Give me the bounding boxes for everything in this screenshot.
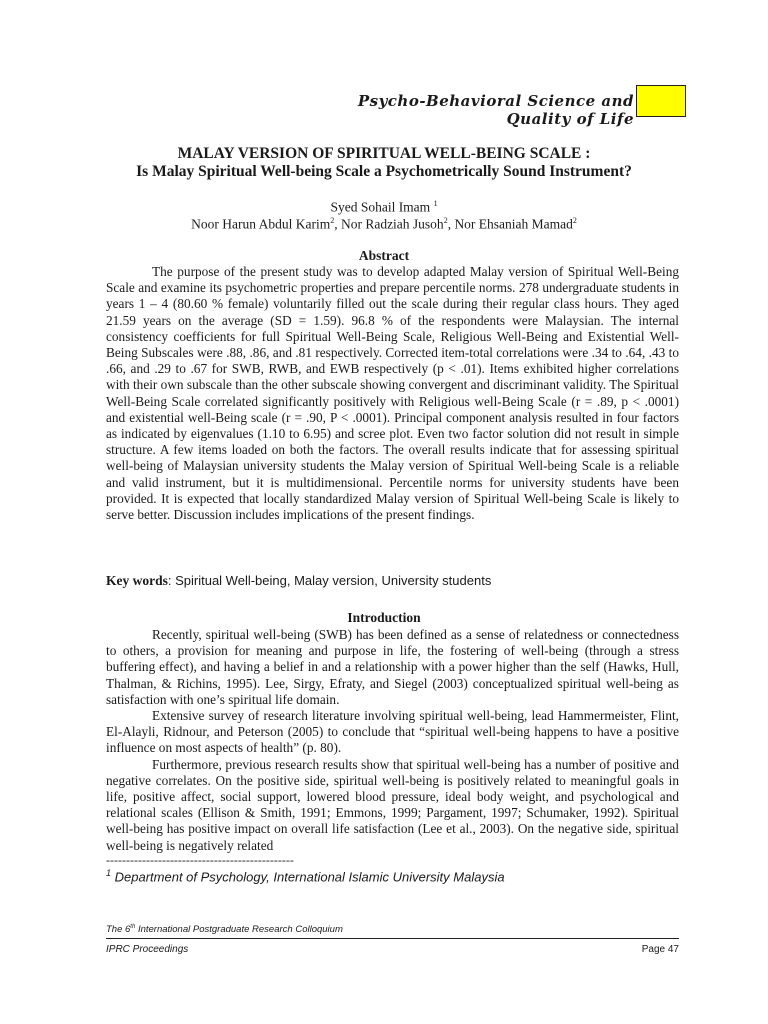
page-number: Page 47 — [641, 944, 679, 955]
abstract-text: The purpose of the present study was to develop adapted Malay version of Spiritual Well-Being Scale and examine its psychometric properties and prepare percentile norms. 278 undergraduate students in years 1 – 4 (80.60 % female) voluntarily filled out the scale during their regular class hours. They aged 21.59 years on the average (SD = 1.59). 96.8 % of the respondents were Malaysian. The internal consistency coefficients for full Spiritual Well-Being Scale, Religious Well-Being and Existential Well-Being Subscales were .88, .86, and .81 respectively. Corrected item-total correlations were .34 to .64, .43 to .66, and .29 to .67 for SWB, RWB, and EWB respectively (p < .01). Items exhibited higher correlations with their own subscale than the other subscale showing convergent and discriminant validity. The Spiritual Well-Being Scale correlated significantly positively with Religious well-Being Scale (r = .89, p < .0001) and existential well-Being scale (r = .90, P < .0001). Principal component analysis resulted in four factors as indicated by eigenvalues (1.10 to 6.95) and scree plot. Even two factor solution did not result in simple structure. A few items loaded on both the factors. The overall results indicate that for assessing spiritual well-being of Malaysian university students the Malay version of Spiritual Well-being Scale is a reliable and valid instrument, but it is multidimensional. Percentile norms for university students have been provided. It is expected that locally standardized Malay version of Spiritual Well-being Scale is likely to serve better. Discussion includes implications of the present findings. — [106, 264, 679, 523]
intro-paragraph: Furthermore, previous research results show that spiritual well-being has a number of positive and negative correlates. On the positive side, spiritual well-being is positively related to meaningful goals in life, positive affect, social support, lowered blood pressure, ideal body weight, and psychological and relational scales (Ellison & Smith, 1991; Emmons, 1999; Pargament, 1997; Schumaker, 1992). Spiritual well-being has positive impact on overall life satisfaction (Lee et al., 2003). On the negative side, spiritual well-being is negatively related — [106, 756, 679, 853]
author-name: , Nor Radziah Jusoh — [334, 216, 444, 232]
footnote-rule: ----------------------------------------------- — [106, 853, 294, 867]
footer-divider — [106, 938, 679, 939]
author-affiliation-mark: 2 — [572, 216, 577, 225]
keywords-value: : Spiritual Well-being, Malay version, University students — [167, 573, 492, 588]
journal-title: Psycho-Behavioral Science and Quality of Life — [357, 92, 634, 128]
footer-conference-sup: th — [130, 924, 136, 930]
intro-paragraph: Recently, spiritual well-being (SWB) has been defined as a sense of relatedness or connectedness to others, a provision for meaning and purpose in life, the fostering of well-being (through a stress buffering effect), and having a belief in and a relationship with a power higher than the self (Hawks, Hull, Thalman, & Richins, 1995). Lee, Sirgy, Efraty, and Siegel (2003) conceptualized spiritual well-being as satisfaction with one’s spiritual life domain. — [106, 627, 679, 707]
author-name: Noor Harun Abdul Karim — [191, 216, 331, 232]
author-affiliation-mark: 2 — [443, 216, 448, 225]
author-line-1 — [60, 199, 708, 216]
intro-paragraph: Extensive survey of research literature involving spiritual well-being, lead Hammermeister, Flint, El-Alayli, Ridnour, and Peterson (2005) to conclude that “spiritual well-being happens to have a positive influence on most aspects of health” (p. 80). — [106, 708, 679, 756]
header-color-box — [636, 85, 686, 117]
author-affiliation-mark: 1 — [433, 199, 438, 208]
paper-title-line1: MALAY VERSION OF SPIRITUAL WELL-BEING SCALE : — [177, 145, 591, 162]
footnote-text: Department of Psychology, International Islamic University Malaysia — [114, 869, 505, 885]
footer-conference — [106, 924, 343, 935]
author-line-2 — [60, 216, 708, 233]
abstract-heading: Abstract — [358, 248, 410, 263]
author-name: Syed Sohail Imam — [330, 199, 431, 215]
footnote — [106, 868, 505, 884]
footnote-mark: 1 — [106, 868, 112, 878]
footer-conference-text: International Postgraduate Research Colloquium — [135, 924, 343, 936]
introduction-heading: Introduction — [347, 610, 421, 625]
author-name: , Nor Ehsaniah Mamad — [447, 216, 573, 232]
author-affiliation-mark: 2 — [330, 216, 335, 225]
paper-title-line2: Is Malay Spiritual Well-being Scale a Psychometrically Sound Instrument? — [136, 163, 632, 180]
keywords-label: Key words — [106, 573, 168, 588]
introduction-body — [106, 627, 679, 854]
footer-conference-text: The 6 — [106, 924, 131, 936]
keywords — [106, 573, 491, 589]
footer-proceedings: IPRC Proceedings — [106, 944, 189, 955]
